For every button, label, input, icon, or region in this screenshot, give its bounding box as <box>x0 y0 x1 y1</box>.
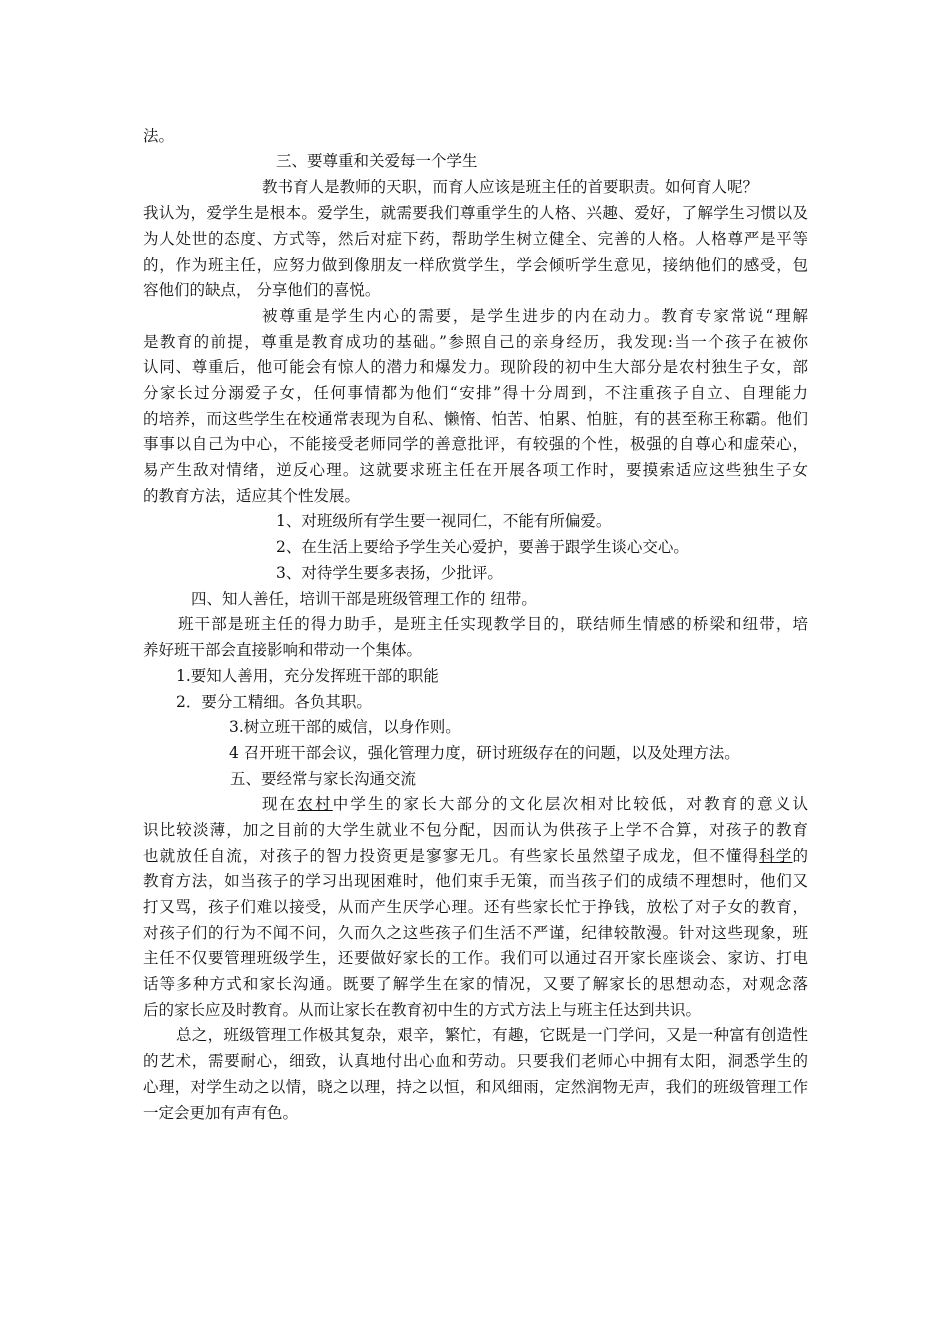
text-line: 对孩子们的行为不闻不问，久而久之这些孩子们生活不严谨，纪律较散漫。针对这些现象，班 <box>143 924 808 942</box>
text-line: 心理，对学生动之以情，晓之以理，持之以恒，和风细雨，定然润物无声，我们的班级管理工作 <box>143 1078 808 1096</box>
list-item: 2．要分工精细。各负其职。 <box>176 693 372 711</box>
text-line: 后的家长应及时教育。从而让家长在教育初中生的方式方法上与班主任达到共识。 <box>143 1001 702 1019</box>
link-kexue[interactable]: 科学 <box>759 847 793 865</box>
text-line: 的艺术，需要耐心，细致，认真地付出心血和劳动。只要我们老师心中拥有太阳，洞悉学生的 <box>143 1052 808 1070</box>
text-line: 主任不仅要管理班级学生，还要做好家长的工作。我们可以通过召开家长座谈会、家访、打电 <box>143 949 808 967</box>
list-item: 3.树立班干部的威信，以身作则。 <box>229 718 461 736</box>
text-line: 识比较淡薄，加之目前的大学生就业不包分配，因而认为供孩子上学不合算，对孩子的教育 <box>143 821 808 839</box>
text-line: 分家长过分溺爱子女，任何事情都为他们“安排”得十分周到，不注重孩子自立、自理能力 <box>143 384 808 402</box>
text-line: 总之，班级管理工作极其复杂，艰辛，繁忙，有趣，它既是一门学问，又是一种富有创造性 <box>176 1026 808 1044</box>
list-item: 2、在生活上要给予学生关心爱护，要善于跟学生谈心交心。 <box>276 538 689 556</box>
text-line: 为人处世的态度、方式等，然后对症下药，帮助学生树立健全、完善的人格。人格尊严是平等 <box>143 230 808 248</box>
text-line: 教育方法，如当孩子的学习出现困难时，他们束手无策，而当孩子们的成绩不理想时，他们又 <box>143 872 808 890</box>
text-line: 养好班干部会直接影响和带动一个集体。 <box>143 641 423 659</box>
section-heading: 五、要经常与家长沟通交流 <box>230 770 417 788</box>
text-line: 法。 <box>143 127 175 145</box>
text-line: 容他们的缺点， 分享他们的喜悦。 <box>143 281 381 299</box>
text-line: 的教育方法，适应其个性发展。 <box>143 487 361 505</box>
text-line: 教书育人是教师的天职，而育人应该是班主任的首要职责。如何育人呢？ <box>262 178 759 196</box>
list-item: 1.要知人善用，充分发挥班干部的职能 <box>176 667 439 685</box>
text-line <box>143 846 808 866</box>
section-heading: 三、要尊重和关爱每一个学生 <box>276 152 478 170</box>
text-line: 的培养，而这些学生在校通常表现为自私、懒惰、怕苦、怕累、怕脏，有的甚至称王称霸。他们 <box>143 410 808 428</box>
list-item: 3、对待学生要多表扬，少批评。 <box>276 564 503 582</box>
list-item: 1、对班级所有学生要一视同仁，不能有所偏爱。 <box>276 512 612 530</box>
text-line: 被尊重是学生内心的需要，是学生进步的内在动力。教育专家常说“理解 <box>262 307 808 325</box>
text-run: 现在 <box>262 795 298 813</box>
text-line: 的，作为班主任，应努力做到像朋友一样欣赏学生，学会倾听学生意见，接纳他们的感受，包 <box>143 256 808 274</box>
text-line: 认同、尊重后，他可能会有惊人的潜力和爆发力。现阶段的初中生大部分是农村独生子女，部 <box>143 358 808 376</box>
text-line: 易产生敌对情绪，逆反心理。这就要求班主任在开展各项工作时，要摸索适应这些独生子女 <box>143 461 808 479</box>
text-line: 事事以自己为中心，不能接受老师同学的善意批评，有较强的个性，极强的自尊心和虚荣心， <box>143 435 808 453</box>
text-line <box>262 794 808 814</box>
section-heading: 四、知人善任，培训干部是班级管理工作的 纽带。 <box>191 590 537 608</box>
text-line: 一定会更加有声有色。 <box>143 1104 299 1122</box>
text-line: 我认为，爱学生是根本。爱学生，就需要我们尊重学生的人格、兴趣、爱好，了解学生习惯以及 <box>143 204 808 222</box>
text-line: 是教育的前提，尊重是教育成功的基础。”参照自己的亲身经历，我发现:当一个孩子在被你 <box>143 333 808 351</box>
text-run: 中学生的家长大部分的文化层次相对比较低，对教育的意义认 <box>332 795 808 813</box>
list-item: 4 召开班干部会议，强化管理力度，研讨班级存在的问题，以及处理方法。 <box>229 744 740 762</box>
text-line: 话等多种方式和家长沟通。既要了解学生在家的情况，又要了解家长的思想动态，对观念落 <box>143 975 808 993</box>
text-line: 班干部是班主任的得力助手，是班主任实现教学目的，联结师生情感的桥梁和纽带，培 <box>178 615 808 633</box>
text-run: 的 <box>792 847 808 865</box>
text-line: 打又骂，孩子们难以接受，从而产生厌学心理。还有些家长忙于挣钱，放松了对子女的教育， <box>143 898 808 916</box>
link-nongcun[interactable]: 农村 <box>297 795 333 813</box>
text-run: 也就放任自流，对孩子的智力投资更是寥寥无几。有些家长虽然望子成龙，但不懂得 <box>143 847 760 865</box>
